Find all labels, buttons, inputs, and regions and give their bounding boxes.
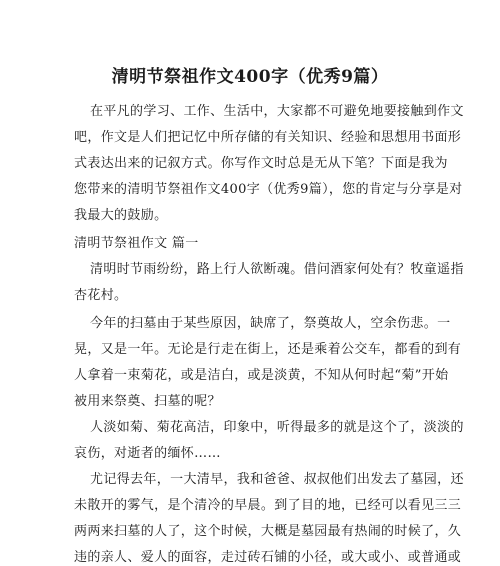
paragraph-line: 哀伤，对逝者的缅怀…… [74,446,221,461]
document-title: 清明节祭祖作文400字（优秀9篇） [111,67,389,87]
paragraph-line: 人拿着一束菊花，或是洁白，或是淡黄，不知从何时起“菊”开始 [74,368,449,383]
section-heading: 清明节祭祖作文 篇一 [74,236,199,251]
paragraph-line: 清明时节雨纷纷，路上行人欲断魂。借问酒家何处有？牧童遥指 [90,262,464,277]
paragraph-line: 未散开的雾气，是个清冷的早晨。到了目的地，已经可以看见三三 [74,498,462,513]
paragraph-line: 人淡如菊、菊花高洁，印象中，听得最多的就是这个了，淡淡的 [90,420,464,435]
paragraph-line: 两两来扫墓的人了，这个时候，大概是墓园最有热闹的时候了，久 [74,524,462,539]
paragraph-line: 吧，作文是人们把记忆中所存储的有关知识、经验和思想用书面形 [74,130,462,145]
paragraph-line: 尤记得去年，一大清早，我和爸爸、叔叔他们出发去了墓园，还 [90,472,464,487]
paragraph-line: 杏花村。 [74,288,128,303]
paragraph-line: 被用来祭奠、扫墓的呢？ [74,394,221,409]
paragraph-line: 今年的扫墓由于某些原因，缺席了，祭奠故人，空余伤悲。一 [90,316,451,331]
paragraph-line: 我最大的鼓励。 [74,208,168,223]
paragraph-line: 在平凡的学习、工作、生活中，大家都不可避免地要接触到作文 [90,104,464,119]
paragraph-line: 违的亲人、爱人的面容，走过砖石铺的小径，或大或小、或普通或 [74,550,462,565]
paragraph-line: 晃，又是一年。无论是行走在街上，还是乘着公交车，都看的到有 [74,342,462,357]
paragraph-line: 式表达出来的记叙方式。你写作文时总是无从下笔？下面是我为 [74,156,448,171]
paragraph-line: 您带来的清明节祭祖作文400字（优秀9篇），您的肯定与分享是对 [74,182,463,197]
